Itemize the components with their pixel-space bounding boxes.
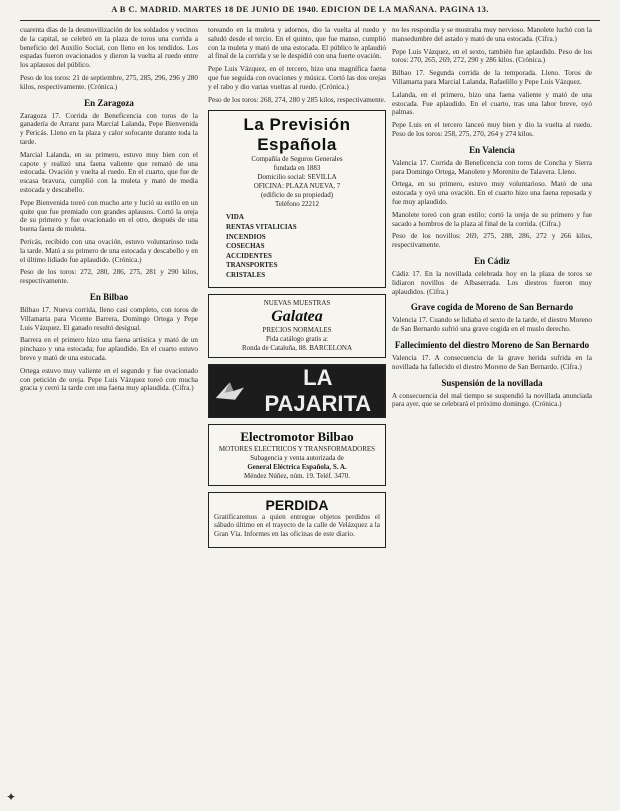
- article-paragraph: Cádiz 17. En la novillada celebrada hoy en la plaza de toros se lidiaron novillos de Albaserrada. Los diestros fueron muy aplaudidos. (Cifra.): [392, 269, 592, 296]
- article-paragraph: toreando en la muleta y adornos, dio la vuelta al ruedo y saludó desde el tercio. En el quinto, que fue manso, cumplió con la muleta y mató de una estocada. El público le aplaudió al final de la corrida y se le despidió con una fuerte ovación.: [208, 26, 386, 61]
- list-item: RENTAS VITALICIAS: [226, 222, 297, 231]
- ad-line: Compañía de Seguros Generales: [251, 155, 343, 164]
- article-paragraph: Pepe Luis Vázquez, en el tercero, hizo una magnífica faena que fue seguida con ovaciones y música. Cortó las dos orejas y el rabo y dio varias vueltas al ruedo. (Crónica.): [208, 65, 386, 91]
- article-paragraph: Barrera en el primero hizo una faena artística y mató de un pinchazo y una estocada; fue aplaudido. En el cuarto estuvo breve y mató de una estocada.: [20, 336, 198, 362]
- ad-line: Ronda de Cataluña, 88. BARCELONA: [241, 343, 353, 352]
- article-paragraph: Peso de los novillos: 269, 275, 288, 286, 272 y 266 kilos, respectivamente.: [392, 232, 592, 250]
- page-corner-mark: ✦: [6, 790, 17, 804]
- article-paragraph: Marcial Lalanda, en su primero, estuvo muy bien con el capote y realizó una faena valiente que remató de una estocada. Ovación y vuelta al ruedo. En el cuarto, que fue de escasa bravura, cumplió con la muleta y mató de media estocada y descabello.: [20, 150, 198, 194]
- section-heading-bilbao: En Bilbao: [89, 291, 129, 302]
- section-heading-cogida: Grave cogida de Moreno de San Bernardo: [410, 302, 574, 313]
- article-paragraph: Pepe Luis en el tercero lanceó muy bien y dio la vuelta al ruedo. Peso de los toros: 258, 275, 270, 264 y 274 kilos.: [392, 121, 592, 138]
- ad-insurance-list: [226, 213, 380, 280]
- ad-line: Méndez Núñez, núm. 19. Teléf. 3470.: [244, 471, 350, 480]
- column-2: [208, 26, 386, 806]
- article-paragraph: no les respondía y se mostraba muy nervioso. Manolete luchó con la mansedumbre del astado y mató de una estocada. (Cifra.): [392, 26, 592, 43]
- ad-line: MOTORES ELECTRICOS Y TRANSFORMADORES: [218, 444, 376, 453]
- ad-line: NUEVAS MUESTRAS: [263, 298, 331, 307]
- ad-perdida: [208, 492, 386, 548]
- ad-title: La Previsión Española: [243, 115, 351, 155]
- list-item: TRANSPORTES: [226, 261, 278, 270]
- column-3: [392, 26, 592, 806]
- list-item: VIDA: [226, 213, 244, 222]
- section-heading-fallecimiento: Fallecimiento del diestro Moreno de San Bernardo: [394, 339, 590, 350]
- ad-la-pajarita: [208, 364, 386, 418]
- ad-line: Subagencia y venta autorizada de: [250, 453, 344, 462]
- page-header: A B C. MADRID. MARTES 18 DE JUNIO DE 1940. EDICION DE LA MAÑANA. PAGINA 13.: [111, 4, 489, 14]
- section-heading-valencia: En Valencia: [469, 144, 515, 155]
- article-paragraph: Ortega estuvo muy valiente en el segundo y fue ovacionado con petición de oreja. Pepe Luis Vázquez toreó con mucha gracia y cerró la tarde con una faena muy aplaudida. (Cifra.): [20, 366, 198, 393]
- ad-line: fundada en 1883: [273, 164, 321, 173]
- list-item: CRISTALES: [226, 270, 266, 279]
- article-paragraph: Bilbao 17. Segunda corrida de la temporada. Lleno. Toros de Villamarta para Marcial Lalanda, Rafaelillo y Pepe Luis Vázquez.: [392, 69, 592, 86]
- ad-title: Galatea: [271, 307, 323, 325]
- paper-bird-icon: [214, 377, 246, 405]
- article-paragraph: Peso de los toros: 21 de septiembre, 275, 285, 296, 296 y 280 kilos, respectivamente. (Crónica.): [20, 73, 198, 91]
- ad-line: Pida catálogo gratis a:: [265, 334, 328, 343]
- section-heading-cadiz: En Cádiz: [474, 255, 510, 266]
- ad-line: PRECIOS NORMALES: [262, 325, 332, 334]
- section-heading-zaragoza: En Zaragoza: [84, 97, 134, 108]
- column-1: [20, 26, 198, 806]
- article-paragraph: Valencia 17. Corrida de Beneficencia con toros de Concha y Sierra para Domingo Ortega, Manolete y Morenito de Talavera. Lleno.: [392, 158, 592, 176]
- article-paragraph: Pepe Bienvenida toreó con mucho arte y lució su estilo en un quite que fue premiado con grandes aplausos. Cortó la oreja de su primero y fue ovacionado en el otro, después de una buena faena de muleta.: [20, 198, 198, 234]
- article-paragraph: Pepe Luis Vázquez, en el sexto, también fue aplaudido. Peso de los toros: 270, 265, 269, 272, 290 y 286 kilos. (Crónica.): [392, 47, 592, 65]
- ad-line: OFICINA: PLAZA NUEVA, 7: [253, 182, 341, 191]
- article-paragraph: Peso de los toros: 268, 274, 280 y 285 kilos, respectivamente.: [208, 95, 386, 104]
- list-item: COSECHAS: [226, 242, 265, 251]
- ad-title: Electromotor Bilbao: [240, 428, 354, 444]
- article-paragraph: Valencia 17. A consecuencia de la grave herida sufrida en la novillada ha fallecido el diestro Moreno de San Bernardo. (Cifra.): [392, 353, 592, 371]
- article-paragraph: Manolete toreó con gran estilo; cortó la oreja de su primero y fue sacado a hombros de la plaza al final de la corrida. (Cifra.): [392, 210, 592, 228]
- ad-line: Domicilio social: SEVILLA: [257, 173, 337, 182]
- article-paragraph: Valencia 17. Cuando se lidiaba el sexto de la tarde, el diestro Moreno de San Bernardo sufrió una grave cogida en el muslo derecho.: [392, 316, 592, 334]
- article-paragraph: Bilbao 17. Nueva corrida, lleno casi completo, con toros de Villamarta para Vicente Barrera, Domingo Ortega y Pepe Luis Vázquez. El ganado resultó desigual.: [20, 305, 198, 332]
- ad-line: Teléfono 22212: [274, 200, 320, 209]
- ad-line: General Eléctrica Española, S. A.: [247, 462, 347, 471]
- header-rule: [20, 20, 600, 21]
- article-paragraph: Lalanda, en el primero, hizo una faena valiente y mató de una estocada. Fue aplaudido. En el cuarto, tras una labor breve, oyó palmas.: [392, 90, 592, 117]
- ad-body: Gratificaremos a quien entregue objetos perdidos el sábado último en el trayecto de la calle de Velázquez a la Gran Vía. Informes en las oficinas de este diario.: [214, 512, 380, 539]
- article-paragraph: cuarenta días de la desmovilización de los soldados y vecinos de la capital, se celebró en la plaza de toros una corrida a beneficio del Auxilio Social, con lleno en los tendidos. Los espadas fueron ovacionados y dieron la vuelta al ruedo entre los aplausos del público.: [20, 26, 198, 70]
- article-paragraph: Pericás, recibido con una ovación, estuvo voluntarioso toda la tarde. Mató a su primero de una estocada y descabello y en el último lidiado fue aplaudido. (Crónica.): [20, 237, 198, 264]
- article-paragraph: Zaragoza 17. Corrida de Beneficencia con toros de la ganadería de Arranz para Marcial Lalanda, Pepe Bienvenida y Pericás. Lleno en la plaza y calor sofocante durante toda la tarde.: [20, 111, 198, 146]
- section-heading-suspension: Suspensión de la novillada: [441, 377, 543, 388]
- ad-line: (edificio de su propiedad): [260, 191, 334, 200]
- ad-electromotor-bilbao: [208, 424, 386, 486]
- ad-title: LA PAJARITA: [264, 364, 372, 416]
- ad-prevision-espanola: [208, 110, 386, 287]
- article-paragraph: A consecuencia del mal tiempo se suspendió la novillada anunciada para ayer, que se celebrará el próximo domingo. (Crónica.): [392, 391, 592, 409]
- list-item: ACCIDENTES: [226, 251, 272, 260]
- article-paragraph: Peso de los toros: 272, 280, 286, 275, 281 y 290 kilos, respectivamente.: [20, 268, 198, 286]
- ad-galatea: [208, 294, 386, 358]
- list-item: INCENDIOS: [226, 232, 266, 241]
- ad-title: PERDIDA: [265, 496, 329, 513]
- article-paragraph: Ortega, en su primero, estuvo muy voluntarioso. Mató de una estocada y oyó una ovación. En el cuarto hizo una faena reposada y fue muy aplaudido.: [392, 180, 592, 206]
